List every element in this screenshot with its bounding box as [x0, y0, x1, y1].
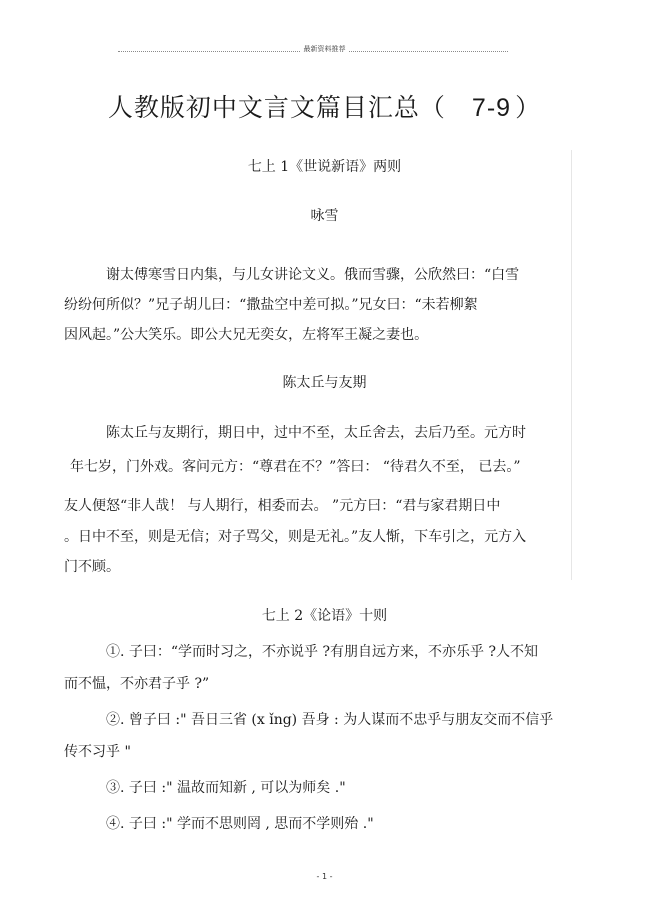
- title-main: 人教版初中文言文篇目汇总（: [107, 93, 446, 122]
- text-line: 友人便怒“非人哉！ 与人期行，相委而去。 ”元方曰：“君与家君期日中: [64, 498, 501, 514]
- document-title: [0, 88, 649, 124]
- text-line: 因风起。”公大笑乐。即公大兄无奕女，左将军王凝之妻也。: [64, 327, 429, 343]
- text-line: ④. 子曰 :" 学而不思则罔 , 思而不学则殆 .": [106, 816, 374, 832]
- text-line: 谢太傅寒雪日内集，与儿女讲论文义。俄而雪骤，公欣然曰：“白雪: [106, 267, 520, 283]
- text-line: ③. 子曰 :" 温故而知新 , 可以为师矣 .": [106, 780, 346, 796]
- text-line: 年七岁，门外戏。客问元方：“尊君在不？”答曰： “待君久不至， 已去。”: [70, 459, 521, 475]
- section-heading: 七上 1《世说新语》两则: [247, 159, 402, 175]
- page-header: [0, 44, 649, 54]
- text-line: 陈太丘与友期行，期日中，过中不至，太丘舍去，去后乃至。元方时: [106, 425, 526, 441]
- title-range: 7-9: [471, 94, 512, 122]
- section-heading: 七上 2《论语》十则: [261, 608, 388, 624]
- text-line: 传不习乎 ": [64, 744, 131, 760]
- title-close: ）: [515, 93, 542, 122]
- text-line: ②. 曾子曰 :" 吾日三省 (x ǐng) 吾身 : 为人谋而不忠乎与朋友交而不信乎: [106, 712, 554, 728]
- page-number: - 1 -: [316, 872, 333, 881]
- text-line: 而不愠，不亦君子乎 ?”: [64, 676, 210, 692]
- text-line: ①. 子曰：“学而时习之，不亦说乎 ?有朋自远方来，不亦乐乎 ?人不知: [106, 644, 538, 660]
- header-label: 最新资料推荐: [301, 45, 349, 53]
- poem-title: 咏雪: [310, 208, 339, 224]
- text-line: 。日中不至，则是无信；对子骂父，则是无礼。”友人惭，下车引之，元方入: [64, 529, 527, 545]
- text-line: 纷纷何所似？”兄子胡儿曰：“撒盐空中差可拟。”兄女曰：“未若柳絮: [64, 297, 478, 313]
- text-line: 门不顾。: [64, 559, 120, 575]
- poem-title: 陈太丘与友期: [282, 375, 367, 391]
